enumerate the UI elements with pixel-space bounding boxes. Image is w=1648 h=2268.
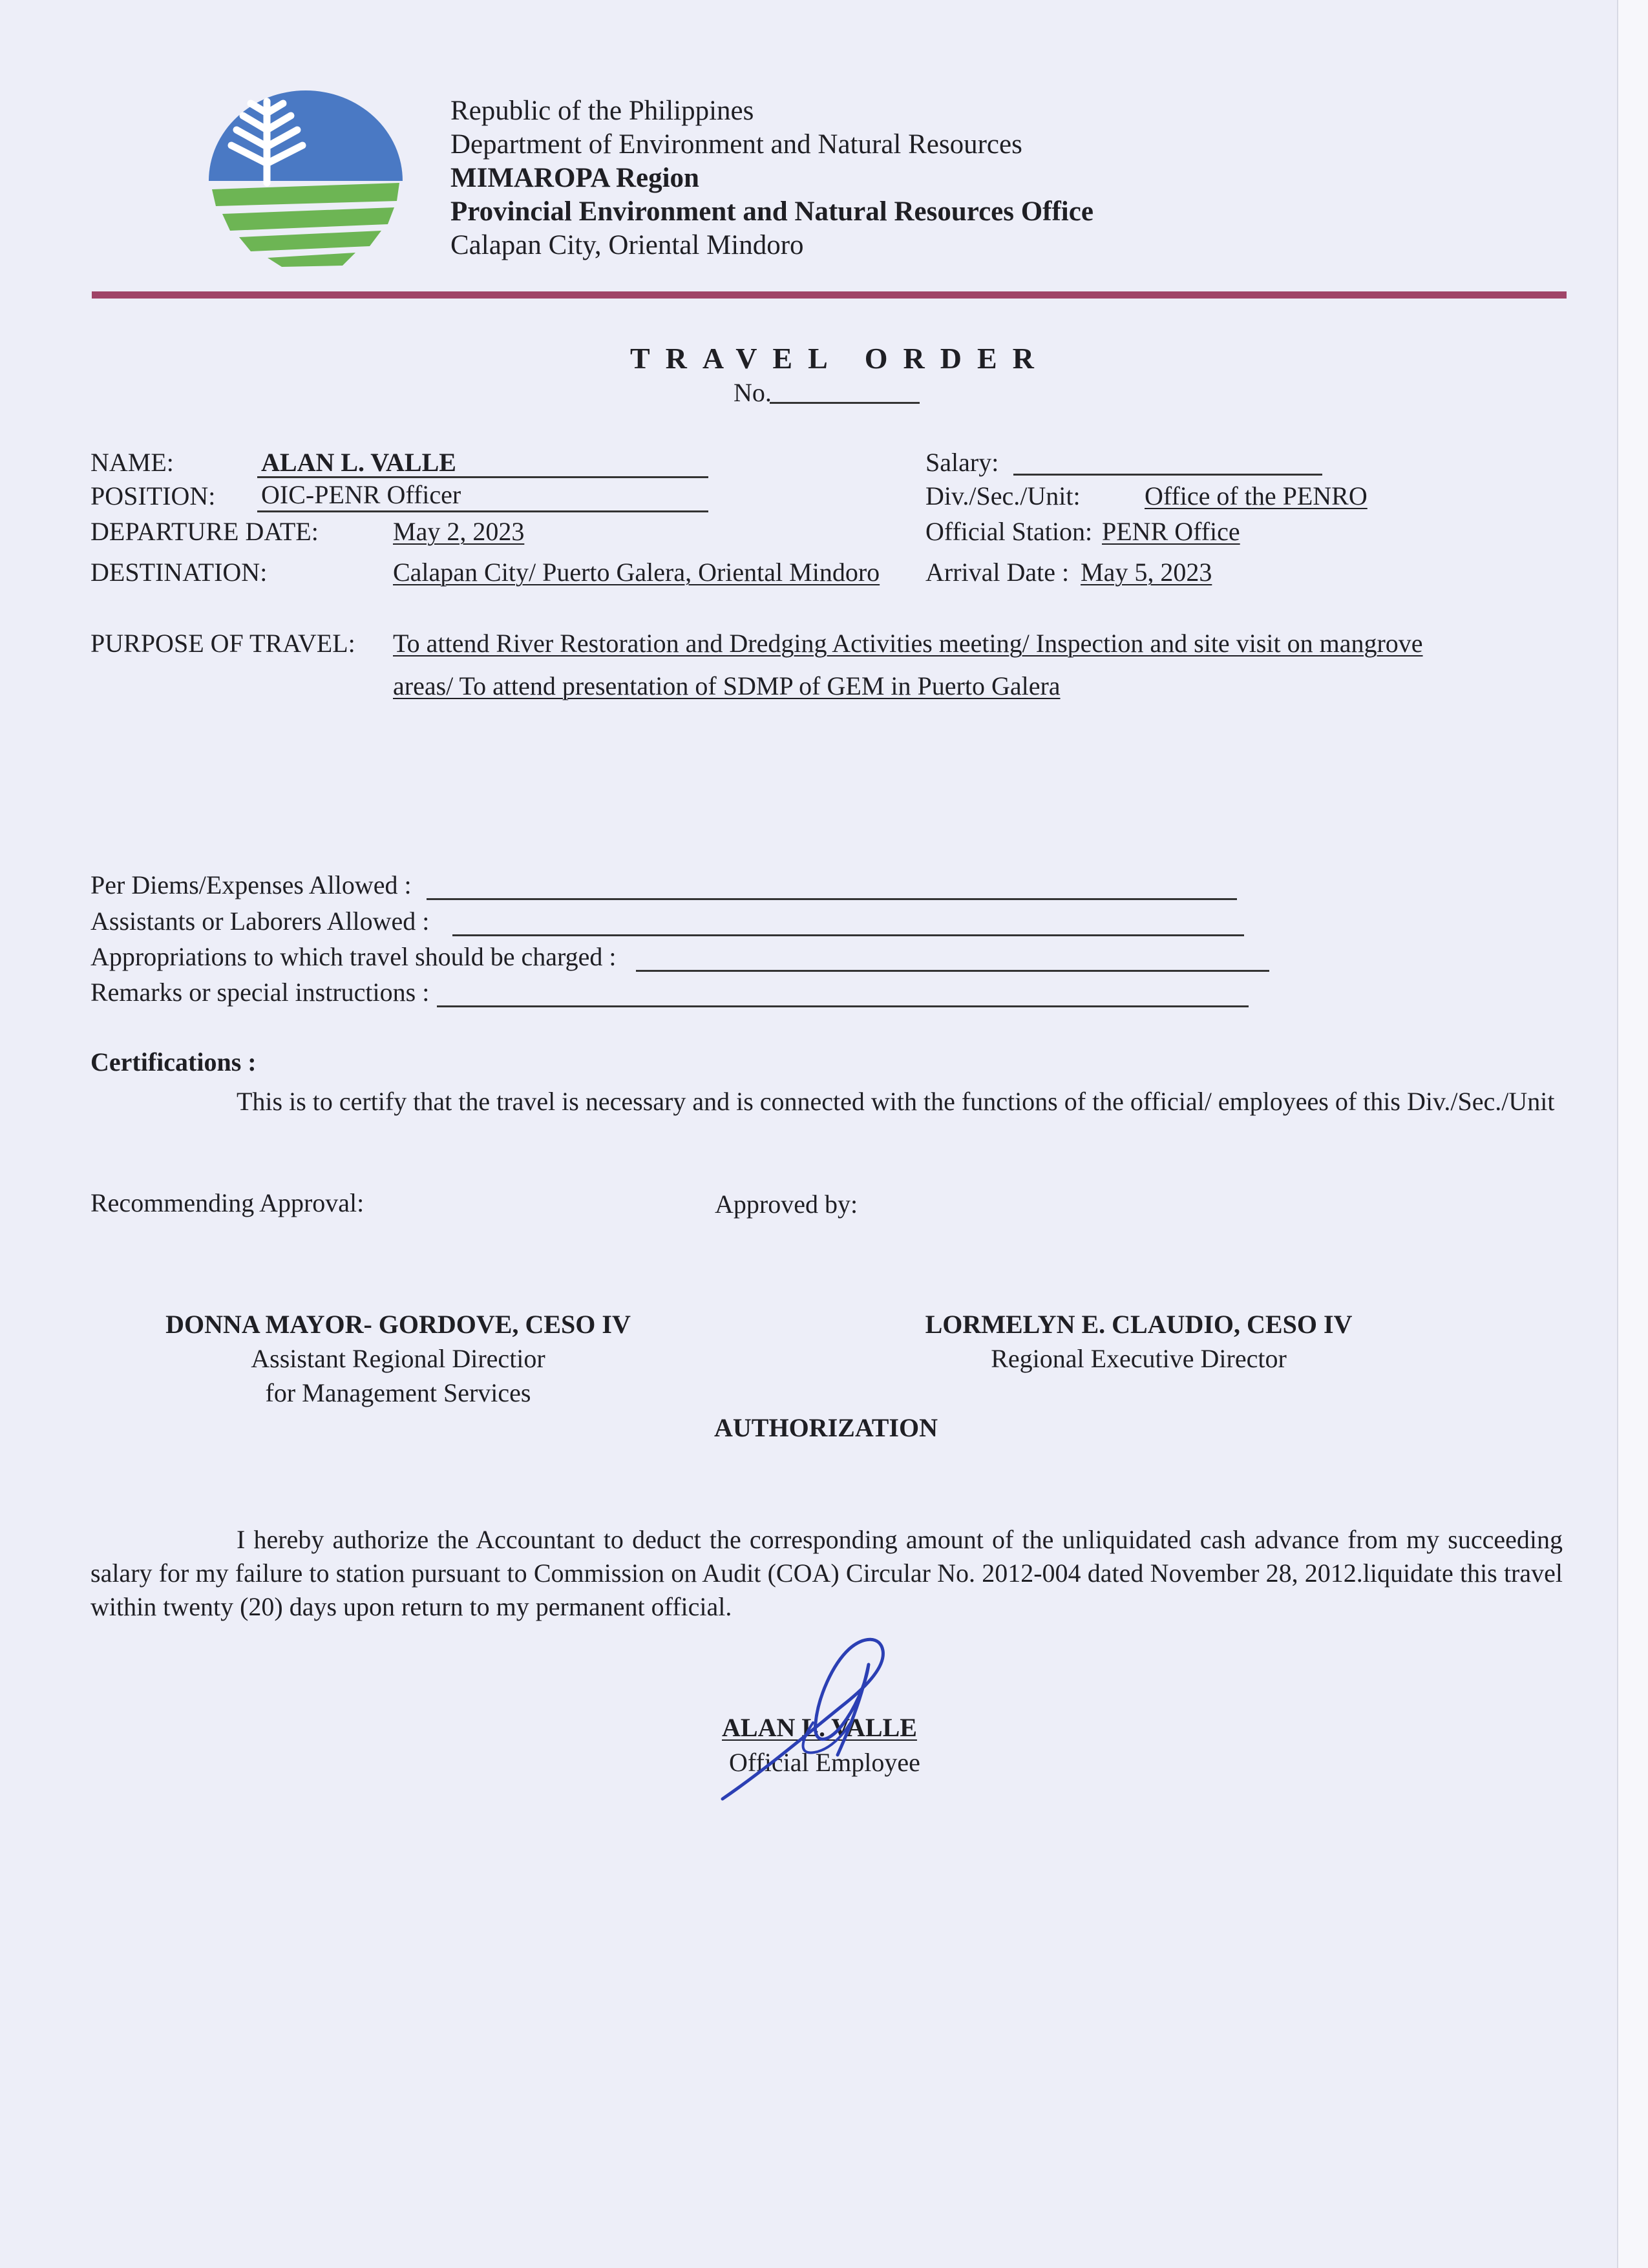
official-station-label: Official Station: [925, 517, 1093, 546]
official-station-value: PENR Office [1102, 517, 1240, 546]
name-label: NAME: [90, 448, 174, 477]
remarks-line [437, 1005, 1249, 1007]
header-department: Department of Environment and Natural Resources [450, 129, 1022, 160]
division-value: Office of the PENRO [1145, 481, 1368, 510]
purpose-line-2: areas/ To attend presentation of SDMP of GEM in Puerto Galera [393, 671, 1061, 700]
per-diems-label: Per Diems/Expenses Allowed : [90, 870, 412, 899]
position-value: OIC-PENR Officer [261, 480, 461, 509]
arrival-date-value: May 5, 2023 [1081, 558, 1212, 587]
recommender-title-2: for Management Services [265, 1378, 531, 1407]
approver-title: Regional Executive Director [991, 1344, 1287, 1373]
header-region: MIMAROPA Region [450, 163, 699, 193]
header-office: Provincial Environment and Natural Resources Office [450, 196, 1093, 227]
signer-title: Official Employee [729, 1748, 920, 1777]
recommending-approval-label: Recommending Approval: [90, 1188, 364, 1217]
arrival-date-label: Arrival Date : [925, 558, 1070, 587]
departure-date-label: DEPARTURE DATE: [90, 517, 319, 546]
authorization-text: I hereby authorize the Accountant to deduct the corresponding amount of the unliquidated cash advance from my succeeding salary for my failure to station pursuant to Commission on Audit (COA) Circular No. 2012-004 dated November 28, 2012.liquidate this travel within twenty (20) days upon return to my permanent official. [90, 1525, 1563, 1621]
per-diems-line [427, 898, 1237, 900]
authorization-heading: AUTHORIZATION [714, 1413, 938, 1442]
approved-by-label: Approved by: [715, 1190, 858, 1219]
order-number-label: No. [734, 378, 772, 407]
approver-name: LORMELYN E. CLAUDIO, CESO IV [925, 1310, 1353, 1339]
purpose-label: PURPOSE OF TRAVEL: [90, 629, 355, 658]
certifications-heading: Certifications : [90, 1047, 257, 1076]
recommender-name: DONNA MAYOR- GORDOVE, CESO IV [165, 1310, 631, 1339]
purpose-line-1: To attend River Restoration and Dredging Activities meeting/ Inspection and site visit on mangrove [393, 629, 1423, 658]
order-number-line [770, 402, 920, 404]
name-underline [257, 476, 708, 478]
page-edge [1617, 0, 1648, 2268]
position-underline [257, 510, 708, 512]
destination-label: DESTINATION: [90, 558, 268, 587]
certification-text: This is to certify that the travel is necessary and is connected with the functions of the official/ employees of this Div./Sec./Unit [237, 1087, 1555, 1116]
name-value: ALAN L. VALLE [261, 448, 456, 477]
appropriations-line [636, 970, 1269, 972]
remarks-label: Remarks or special instructions : [90, 978, 430, 1007]
departure-date-value: May 2, 2023 [393, 517, 525, 546]
salary-line [1013, 474, 1322, 476]
document-title: TRAVEL ORDER [630, 342, 1050, 375]
denr-logo [206, 87, 406, 268]
position-label: POSITION: [90, 481, 216, 510]
assistants-line [452, 934, 1244, 936]
destination-value: Calapan City/ Puerto Galera, Oriental Mindoro [393, 558, 880, 587]
recommender-title-1: Assistant Regional Directior [251, 1344, 545, 1373]
header-city: Calapan City, Oriental Mindoro [450, 230, 804, 260]
header-republic: Republic of the Philippines [450, 96, 754, 126]
header-rule [92, 291, 1567, 299]
salary-label: Salary: [925, 448, 999, 477]
division-label: Div./Sec./Unit: [925, 481, 1081, 510]
handwritten-signature [716, 1626, 929, 1807]
agency-header [450, 94, 1093, 262]
assistants-label: Assistants or Laborers Allowed : [90, 907, 430, 936]
signer-name: ALAN L. VALLE [722, 1713, 917, 1742]
appropriations-label: Appropriations to which travel should be charged : [90, 942, 617, 971]
